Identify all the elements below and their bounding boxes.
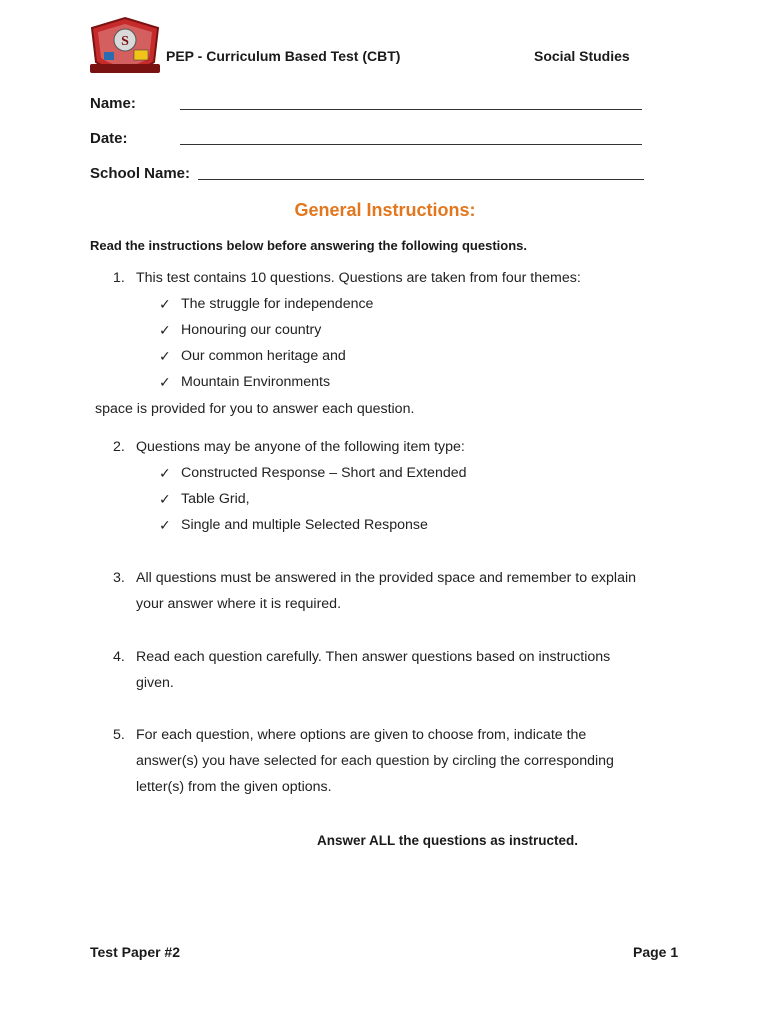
item-type-bullet: Single and multiple Selected Response: [181, 517, 428, 533]
item-number: 2.: [113, 439, 125, 455]
item-text: space is provided for you to answer each question.: [95, 401, 415, 417]
item-type-bullet: Table Grid,: [181, 491, 250, 507]
item-number: 1.: [113, 270, 125, 286]
svg-text:S: S: [121, 34, 129, 49]
closing-instruction: Answer ALL the questions as instructed.: [317, 833, 579, 848]
subject-title: Social Studies: [534, 48, 630, 64]
item-number: 5.: [113, 727, 125, 743]
instructions-heading: General Instructions:: [294, 200, 476, 220]
checkmark-icon: ✓: [159, 348, 171, 364]
checkmark-icon: ✓: [159, 517, 171, 533]
item-text: This test contains 10 questions. Questions are taken from four themes:: [136, 270, 581, 286]
theme-bullet: Our common heritage and: [181, 348, 346, 364]
school-name-label: School Name:: [90, 165, 191, 182]
instructions-intro: Read the instructions below before answering the following questions.: [90, 238, 527, 253]
theme-bullet: The struggle for independence: [181, 296, 374, 312]
date-label: Date:: [90, 130, 128, 147]
item-text-line: your answer where it is required.: [136, 596, 342, 612]
checkmark-icon: ✓: [159, 374, 171, 390]
school-name-field[interactable]: [198, 179, 644, 180]
checkmark-icon: ✓: [159, 322, 171, 338]
item-text-line: Read each question carefully. Then answer questions based on instructions: [136, 649, 611, 665]
school-crest-logo: [84, 16, 166, 84]
item-number: 4.: [113, 649, 125, 665]
item-text-line: letter(s) from the given options.: [136, 779, 332, 795]
name-label: Name:: [90, 95, 136, 112]
item-text-line: answer(s) you have selected for each question by circling the corresponding: [136, 753, 614, 769]
checkmark-icon: ✓: [159, 465, 171, 481]
theme-bullet: Honouring our country: [181, 322, 322, 338]
name-field[interactable]: [180, 109, 642, 110]
item-type-bullet: Constructed Response – Short and Extended: [181, 465, 467, 481]
theme-bullet: Mountain Environments: [181, 374, 331, 390]
item-text-line: All questions must be answered in the provided space and remember to explain: [136, 570, 636, 586]
item-text-line: given.: [136, 675, 174, 691]
checkmark-icon: ✓: [159, 296, 171, 312]
footer-test-paper: Test Paper #2: [90, 944, 181, 960]
date-field[interactable]: [180, 144, 642, 145]
item-number: 3.: [113, 570, 125, 586]
test-title: PEP - Curriculum Based Test (CBT): [166, 48, 401, 64]
item-text-line: For each question, where options are given to choose from, indicate the: [136, 727, 587, 743]
checkmark-icon: ✓: [159, 491, 171, 507]
footer-page-number: Page 1: [633, 944, 679, 960]
item-text: Questions may be anyone of the following item type:: [136, 439, 465, 455]
